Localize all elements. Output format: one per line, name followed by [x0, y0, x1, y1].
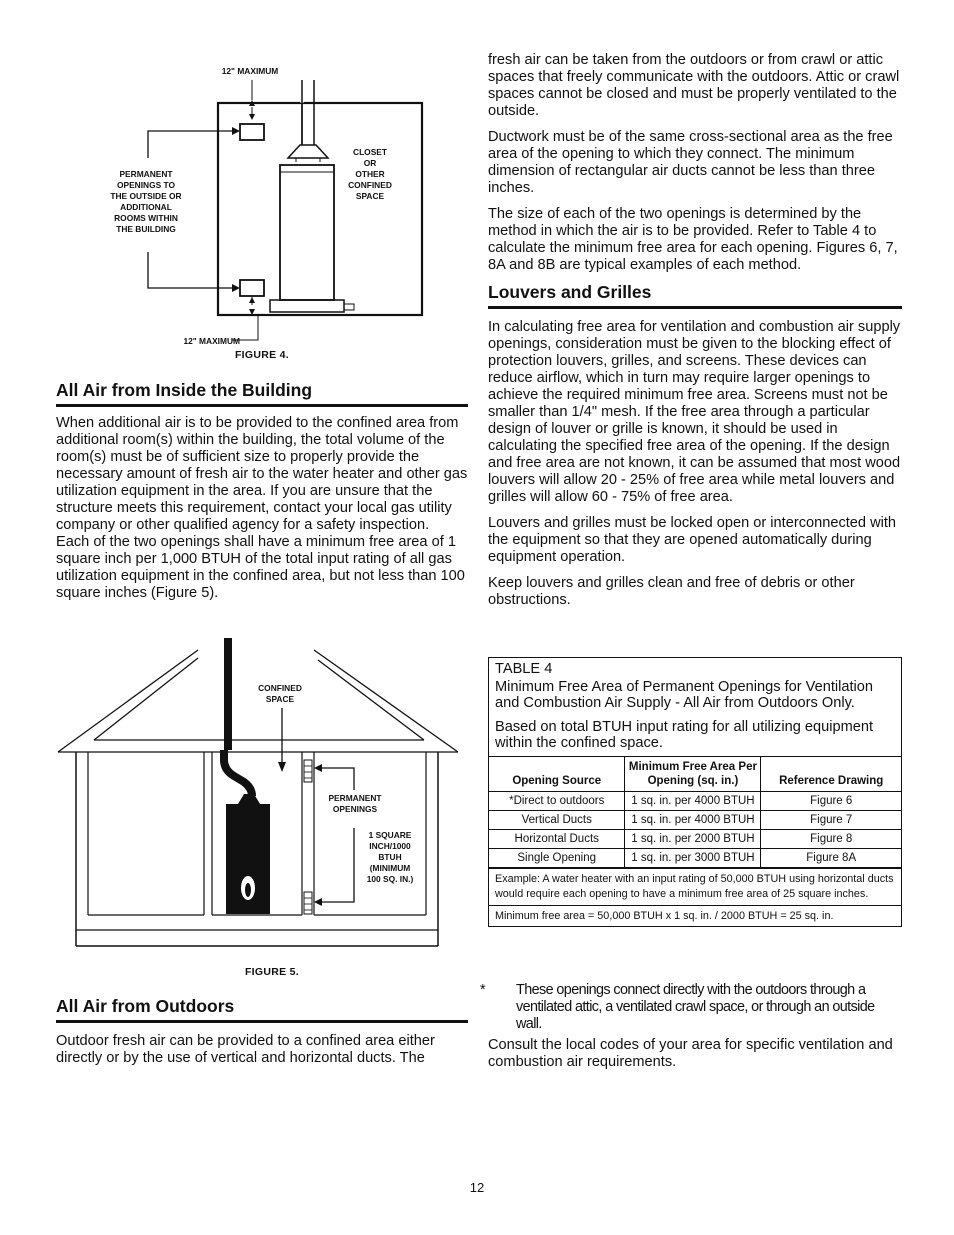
footnote-star: *: [480, 982, 486, 998]
section-louvers-heading: Louvers and Grilles: [488, 282, 902, 309]
table4-basis: Based on total BTUH input rating for all utilizing equipment within the confined space.: [495, 719, 874, 751]
table-cell: Vertical Ducts: [489, 811, 625, 830]
table-cell: *Direct to outdoors: [489, 792, 625, 811]
page-number: 12: [469, 1180, 485, 1195]
section-inside-para2: Each of the two openings shall have a minimum free area of 1 square inch per 1,000 BTUH of the total input rating of all gas utilization equipment in the confined area, but not less than 100 square inches (Figure 5).: [56, 534, 465, 601]
footnote-text: These openings connect directly with the outdoors through a ventilated attic, a ventilated crawl space, or through an outside wall.: [516, 982, 875, 1032]
closing-paragraph: Consult the local codes of your area for specific ventilation and combustion air requirements.: [488, 1037, 893, 1070]
right-para1: fresh air can be taken from the outdoors or from crawl or attic spaces that freely communicate with the outdoors. Attic or crawl spaces cannot be closed and must be properly ventilated to the outside.: [488, 52, 900, 119]
table-row: [489, 792, 901, 811]
section-inside-para1: When additional air is to be provided to the confined area from additional room(s) within the building, the total volume of the room(s) must be of sufficient size to properly provide the necessary amount of fresh air to the water heater and other gas utilization equipment in the area. If you are unsure that the structure meets this requirement, contact your local gas utility company or other qualified agency for a safety inspection.: [56, 415, 468, 533]
table4-header-row: [489, 757, 901, 792]
section-inside-heading: All Air from Inside the Building: [56, 380, 468, 407]
figure5-confined-label: CONFINED SPACE: [258, 683, 302, 704]
table-row: [489, 849, 901, 868]
louvers-para2: Louvers and grilles must be locked open or interconnected with the equipment so that they are opened automatically during equipment operation.: [488, 515, 897, 565]
figure5-caption: FIGURE 5.: [244, 966, 300, 978]
table-row: [489, 830, 901, 849]
section-outdoors-heading: All Air from Outdoors: [56, 996, 468, 1023]
table-cell: 1 sq. in. per 4000 BTUH: [625, 792, 761, 811]
table-cell: Single Opening: [489, 849, 625, 868]
table4-header-area: Minimum Free Area Per Opening (sq. in.): [625, 757, 761, 792]
table-cell: Figure 7: [761, 811, 901, 830]
figure4-bottom-label: 12" MAXIMUM: [183, 336, 240, 346]
table-cell: Figure 6: [761, 792, 901, 811]
figure4-right-label: CLOSET OR OTHER CONFINED SPACE: [348, 147, 392, 201]
figure4-top-label: 12" MAXIMUM: [221, 66, 279, 76]
figure4-caption: FIGURE 4.: [234, 349, 290, 361]
figure5-openings-label: PERMANENT OPENINGS: [328, 793, 382, 814]
right-para2: Ductwork must be of the same cross-sectional area as the free area of the opening to which they connect. The minimum dimension of rectangular air ducts cannot be less than three inches.: [488, 129, 893, 196]
table4-example: Example: A water heater with an input rating of 50,000 BTUH using horizontal ducts would require each opening to have a minimum free area of 25 square inches.: [489, 868, 901, 906]
right-column-text: [488, 52, 902, 609]
table-4: [488, 657, 902, 927]
table-cell: 1 sq. in. per 3000 BTUH: [625, 849, 761, 868]
footnote: [480, 982, 898, 1071]
table-cell: Figure 8A: [761, 849, 901, 868]
louvers-para3: Keep louvers and grilles clean and free of debris or other obstructions.: [488, 575, 855, 608]
table-cell: Horizontal Ducts: [489, 830, 625, 849]
section-outdoors-para1: Outdoor fresh air can be provided to a confined area either directly or by the use of vertical and horizontal ducts. The: [56, 1033, 435, 1066]
table4-title: TABLE 4: [495, 661, 553, 677]
table-cell: Figure 8: [761, 830, 901, 849]
figure4-left-label: PERMANENT OPENINGS TO THE OUTSIDE OR ADDITIONAL ROOMS WITHIN THE BUILDING: [110, 169, 182, 234]
table4-header-source: Opening Source: [489, 757, 625, 792]
louvers-para1: In calculating free area for ventilation and combustion air supply openings, consideration must be given to the blocking effect of protection louvers, grilles, and screens. These devices can reduce airflow, which in turn may require larger openings to achieve the required minimum free area. Screens must not be smaller than 1/4" mesh. If the free area through a particular design of louver or grille is known, it should be used in calculating the specified free area of the opening. If the design and free area are not known, it can be assumed that most wood louvers will allow 20 - 25% of free area while metal louvers and grilles will allow 60 - 75% of free area.: [488, 319, 901, 505]
table-cell: 1 sq. in. per 4000 BTUH: [625, 811, 761, 830]
table4-description: Minimum Free Area of Permanent Openings for Ventilation and Combustion Air Supply - All Air from Outdoors Only.: [495, 679, 874, 711]
table4-minimum: Minimum free area = 50,000 BTUH x 1 sq. in. / 2000 BTUH = 25 sq. in.: [495, 910, 834, 922]
table-cell: 1 sq. in. per 2000 BTUH: [625, 830, 761, 849]
section-outdoors: [56, 996, 468, 1067]
table-row: [489, 811, 901, 830]
figure5-size-label: 1 SQUARE INCH/1000 BTUH (MINIMUM 100 SQ. IN.): [366, 830, 414, 884]
table4-grid: [489, 756, 901, 868]
table4-header-reference: Reference Drawing: [761, 757, 901, 792]
right-para3: The size of each of the two openings is determined by the method in which the air is to be provided. Refer to Table 4 to calculate the minimum free area for each opening. Figures 6, 7, 8A and 8B are typical examples of each method.: [488, 206, 898, 273]
